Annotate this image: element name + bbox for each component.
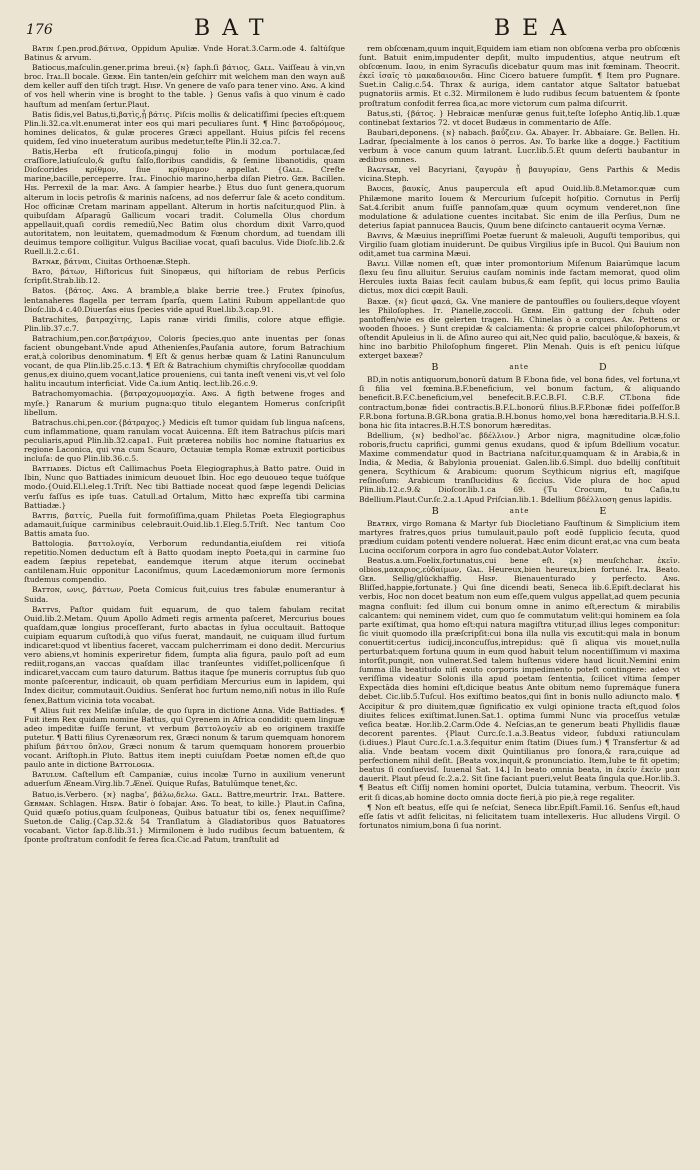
dictionary-entry: Batuo,is.Verbero. {ɴ} nagbaʼ, βάλω,δελω. Gᴀʟʟ. Battre,meurtrir. Iᴛᴀʟ. Battere. Gᴇʀᴍᴀɴ. Schlagen. Hɪꜱᴘᴀ. Batir ò ſobajar. Aɴɢ. To beat, to kille.} Plaut.in Caſina, Quid quæſo potius,quam ſculponeas, Quibus batuatur tibi os, ſenex nequiſſime? Sueton.de Calig.{Cap.32.& 54 Tranſlatum à Gladiatoribus quos Batuatores vocabant. Victor ſap.8.lib.31.} Mirmilonem è ludo rudibus ſecum batuentem, & ſponte proſtratum confodit ſe ferea ſica.Cic.ad Patum, tranſtulit ad bbox=[24, 789, 345, 844]
dictionary-entry: Batrachus.chi,pen.cor.{βάτραχος.} Medicis eſt tumor quidam ſub lingua naſcens, cum inflammatione, quam ranulam vocat Auicenna. Eſt item Batrachus piſcis mari peculiaris,apud Plin.lib.32.capa1. Fuit præterea nobilis hoc nomine ſtatuarius ex regione Laconica, qui vna cum Scauro, Octauiæ templa Romæ extruxit porticibus incluſa: de quo Plin.lib.36.c.5. bbox=[24, 417, 345, 464]
running-head-right: BEA bbox=[494, 16, 579, 41]
section-divider-letter: B bbox=[431, 505, 440, 517]
dictionary-entry: Bᴀᴛɴᴀᴇ, βάτναι, Ciuitas Orthoenæ.Steph. bbox=[32, 257, 191, 267]
dictionary-entry: Bᴀᴛᴛᴠꜱ, Paſtor quidam fuit equarum, de quo talem fabulam recitat Ouid.lib.2.Metam. Quum Apollo Admeti regis armenta paſceret, Mercurius boues quaſdam,quæ longius proceſſerant, furto abactas in ſylua occultauit. Battoque cuipiam equarum cuſtodi,à quo viſus fuerat, mandauit, ne cuiquam illud furtum indicaret:quod vt libentius faceret, vaccam pulcherrimam ei dono dedit. Mercurius vero abiens,vt hominis experiretur fidem, ſumpta alia figura, paulo poſt ad eum rediit,rogans,an vaccas quaſdam illac tranſeuntes vidiſſet,pollicenſque ſi indicaret,vaccam cum tauro daturum. Battus itaque ſpe muneris corruptus ſub quo monte paſcerentur, indicauit, ob quam perfidiam Mercurius eum in lapidem, qui Index dicitur, commutauit.Ouidius. Senſerat hoc furtum nemo,niſi notus in illo Ruſe ſenex,Battum vicinia tota vocabat. bbox=[24, 604, 345, 705]
dictionary-entry: Baubari,deponens. {ɴ} nabach. βαΰζειν. Gᴀ. Abayer. Iᴛ. Abbaiare. Gᴇ. Bellen. Hɪ. Ladrar, ſpecialmente à los canos ò perros. Aɴ. To barke like a dogge.} Factitium verbum à voce canum quum latrant. Lucr.lib.5.Et quum deſerti baubantur in ædibus omnes. bbox=[359, 127, 680, 165]
dictionary-entry: Batiocus,maſculin.gener.prima breui.{ɴ} ſaph.ſi βάτιος, Gᴀʟʟ. Vaiſſeau à vin,vn broc. Iᴛᴀʟ.Il bocale. Gᴇʀᴍ. Ein tanten/ein geſchirr mit welchem man den wayn auß dem keller auff den tiſch traͤgt. Hɪꜱᴘ. Vn genere de vaſo para tener vino. Aɴɢ. A kind of vos hell wherin vine is broght to the table. } Genus vaſis à quo vinum è cado hauſtum ad menſam ſertur.Plaut. bbox=[24, 63, 345, 109]
dictionary-entry: Batis,Herba eſt fruticoſa,pinguj folio in modum portulacæ,ſed craſſiore,latiuſculo,& guſtu ſalſo,floribus candidis, & ſemine libanotidis, quam Dioſcorides κρίθμον, ſiue κρίθμαμον appellat. {Gᴀʟʟ. Creſte marine,bacille,perceperre. Iᴛᴀʟ. Finochio marino,herba diſan Pietro. Gᴇʀ. Bacillen. Hɪꜱ. Perrexil de la mar. Aɴɢ. A ſampier hearbe.} Etus duo ſunt genera,quorum alterum in locis petroſis & marinis naſcens, ad nos deferrur ſale & aceto conditum. Hoc officinæ Cretam marinam appellant. Alterum in hortis naſcitur,quod Plin. à quibuſdam Aſparagū Gallicum vocari tradit. Columella Olus chordum appellauit,quaſi cordis remediŭ,Nec Batim olus chordum dixit Varro,quod autoritatem, non leuitatem, quemadmodum & Fœnum chordum, ad tuendam illi deuimus tempore colligitur. Vulgus Baciliae vocat, quaſi baculus. Vide Dioſc.lib.2.& Ruell.li.2.c.61. bbox=[24, 147, 345, 257]
dictionary-entry: Bᴀᴛᴏ, βάτων, Hiſtoricus fuit Sinopæus, qui hiſtoriam de rebus Perſicis ſcripſit.Strab.lib.12. bbox=[24, 267, 345, 286]
section-divider-letter: D bbox=[599, 362, 608, 374]
dictionary-entry: Bᴀᴛᴛɪꜱ, βαττίς, Puella fuit formoſiſſima,quam Philetas Poeta Elegiographus adamauit,ſuíque carminibus celebrauit.Ouid.lib.1.Eleg.5.Triſt. Nec tantum Coo Battis amata ſuo. bbox=[24, 510, 345, 538]
dictionary-entry: Battologia. βαττολογία, Verborum redundantia,eiuſdem rei vitioſa repetitio.Nomen deductum eſt à Batto quodam inepto Poeta,qui in carmine ſuo eadem ſæpius repetebat, eandemque iterum atque iterum occinebat cantilenam.Huic opponitur Laconiſmus, quum Lacedæmoniorum more ſermonis ſtudemus compendio. bbox=[24, 538, 345, 585]
dictionary-entry: Batrachium,pen.cor.βατράχιον, Coloris ſpecies,quo ante inuentas per ſonas facient obungebant.Vnde apud Athenienſes,Pauſania autore, forum Batrachium erat,à coloribus denominatum. ¶ Eſt & genus herbæ quam & Latini Ranunculum vocant, de qua Plin.lib.25.c.13. ¶ Eſt & Batrachium chymiſtis chryſocollæ quoddam genus,ex diuino,quem vocant,latice proueniens, cui tanta ineſt veneni vis,vt vel ſolo halitu incautum interficiat. Vide Ca.ium Antiq. lect.lib.26.c.9. bbox=[24, 333, 345, 389]
dictionary-entry: rem obſcœnam,quum inquit,Equidem iam etiam non obſcœna verba pro obſcœnis ſunt. Batuit enim,impudenter depſit, multo impudentius, atque neutrum eſt obſcœnum. Iαου, in enim Syracuſis dicebatur quum mas init fœminam. Theocrit. ἐκεῖ ἰσαῖς τὸ μακαδαιονιδα. Hinc Cicero batuere ſumpſit. ¶ Item pro Pugnare. Suet.in Calig.c.54. Thrax & auriga, idem cantator atque Saltator batuebat pugnatoriis armis. Et c.32. Mirmilonem è ludo rudibus ſecum batuentem & ſponte proſtratum confodit ferrea ſica,ac more victorum cum palma diſcurrit. bbox=[359, 44, 680, 108]
dictionary-entry: Bdellium, {ɴ} bedholʼac. βδέλλιον.} Arbor nigra, magnitudine olcæ,folio roboris,fructu caprifici, gummi genus exudans, quod & ipſum Bdellium vocatur. Maxime commendatur quod in Bactriana naſcitur,quamquam & in Arabia,& in India, & Media, & Babylonia proueniat. Galen.lib.6.Simpl. duo bdellij conſtituit genera, Scythicum & Arabicum: quorum Scythicum nigrius eſt, magiſque reſinoſum: Arabicum tranſlucidius & ſiccius. Vide plura de hoc apud Plin.lib.12.c.9.& Dioſcor.lib.1.ca 69. {Tu Crocum, tu Caſia,tu Bdellium.Plaut.Cur.ſc.2.a.1.Apud Priſcian.lib.1. Bdellium βδέλλιοση genus lapidis. bbox=[359, 430, 680, 504]
dictionary-entry: BD,in notis antiquorum,bonorū datum B F.bona fide, vel bona fides, vel fortuna,vt ſi filia vel fœmina.B.F.beneficium, vel bonum factum, & aliquando beneficit.B.F.C.beneficium,vel benefecit.B.F.C.B.FI. C.B.F. CT.bona fide contractum,bonæ fidei contractis.B.F.L.bonorū filius.B.F.P.bonæ fidei poſſeſſor.B F.R.bona fortuna.B.GR.bona gratia.B.H.bonus homo,vel bona hæreditaria.B.H.S.I. bona hic ſita intacres.B.H.T.S bonorum hæreditas. bbox=[359, 375, 680, 430]
dictionary-entry: Batus,sti, {βάτος. } Hebraicæ menſuræ genus fuit,teſte Ioſepho Antiq.lib.1.quæ continebat ſextarios 72. vt docet Budæus in commentario de Aſſe. bbox=[359, 108, 680, 127]
dictionary-entry: Baxæ. {ɴ} ſicut φαεά, Gᴀ. Vne maniere de pantouffles ou ſouliers,deque vſoyent les Philoſophes. Iᴛ. Pianelle,zoccoli. Gᴇʀᴍ. Ein gattung der ſchuh oder pantoffen/wie es die gelerten tragen. Hɪ. Chinelas ò a corques. Aɴ. Pettens or wooden ſhooes. } Sunt crepidæ & calciamenta: & proprie calcei philoſophorum,vt oſtendit Apuleius in li. de Aſino aureo qui ait,Nec quid palio, baculòque,& baxeis, & hinc ino barbitio Philoſophum fingeret. Plin Menah. Quis is eſt penicu lúſque exterget baxeæ? bbox=[359, 296, 680, 361]
dictionary-entry: Bᴀᴠɪᴠꜱ, & Mæuius inepriſſimi Poetæ fuerunt & maleuoli, Auguſti temporibus, qui Virgilio ſuam glotiam inuiderunt. De quibus Virgilius ipſe in Bucol. Qui Bauium non odit,amet tua carmina Mæui. bbox=[359, 230, 680, 259]
section-divider-letter: ante bbox=[509, 363, 529, 372]
dictionary-entry: Bᴀᴜᴄɪꜱ, βαυκίς, Anus paupercula eſt apud Ouid.lib.8.Metamor.quæ cum Philæmone marito Iouem & Mercurium ſuſcepit hoſpitio. Cornutus in Perſij Sat.4.ſcribit anum fuiſſe pannoſam,quæ quum ocymum venderet,non ſine modulatione & adulatione cuentes incitabat. Sic enim de illa Perſius, Dum ne deterius ſapiat pannucea Baucis, Quum bene diſcincto cantauerit ocyma Vernæ. bbox=[359, 184, 680, 230]
dictionary-entry: ¶ Alius fuit rex Meliſæ inſulæ, de quo ſupra in dictione Anna. Vide Battiades. ¶ Fuit item Rex quidam nomine Battus, qui Cyrenem in Africa condidit: quem linguæ adeo impeditæ fuiſſe ferunt, vt verbum βαττολογεῖν ab eo originem traxiſſe putetur. ¶ Batti filius Cyrenæorum rex, Græci nonum & tarum quemquam honorem phiſum βάττου ὄπλον, Græci nonum & tarum quemquam honorem prouerbio vocant. Ariſtoph.in Pluto. Battus item inepti cuiuſdam Poetæ nomen eſt,de quo paulo ante in dictione Bᴀᴛᴛᴏʟᴏɢɪᴀ. bbox=[24, 705, 345, 770]
section-divider-letter: ante bbox=[509, 506, 530, 515]
dictionary-entry: Bᴀᴛᴛɪᴀᴅᴇꜱ. Dictus eſt Callimachus Poeta Elegiographus,à Batto patre. Ouid in Ibin, Nunc quo Battiades inimicum deuouet Ibin. Hoc ego deuoueo teque tuóſque modo.{Ouid.El.l.eleg.1.Triſt. Nec tibi Battiade noceat quod ſæpe legendi Delicias verſu faſſus es ipſe tuas. Catull.ad Ortalum, Mitto hæc expreſſa tibi carmina Battiadæ.} bbox=[24, 464, 345, 510]
dictionary-entry: Batos. {βάτος. Aɴɢ. A bramble,a blake berrie tree.} Frutex ſpinoſus, lentanaheres flagella per terram ſparſa, quem Latini Rubum appellant:de quo Dioſc.lib.4 c.40.Diuerſas eius ſpecies vide apud Ruel.lib.3.cap.91. bbox=[24, 286, 345, 314]
section-divider-letter: B bbox=[431, 362, 440, 374]
dictionary-entry: Bᴀᴠʟɪ. Villæ nomen eſt, quæ inter promontorium Miſenum Baiarūmque lacum ſlexu ſeu ſinu alluitur. Seruius cauſam nominis inde factam memorat, quod olim Hercules iuxta Baias fecit caulam bubus,& eam ſepſit, qui locus primo Baulia dictus, mox dici cœpit Bauli. bbox=[359, 259, 680, 296]
page-header bbox=[24, 16, 680, 46]
section-divider bbox=[367, 363, 672, 372]
dictionary-entry: Batis ſidis,vel Batus,ti,βατὶς,ᾗ βάτις. Piſcis mollis & delicatiſſimi ſpecies eſt:quem Plin.li.32.ca.vlt.enumerat inter eos qui mari peculiares ſunt. ¶ Hinc βατοδρόμους, homines delicatos, & gulæ proceres Græci appellant. Huius piſcis fel recens quidem, ſed vino inueteratum auribus medetur,teſte Plin.li 32.ca.7. bbox=[24, 109, 345, 146]
dictionary-entry: Bᴀᴛɪɴ ſ.pen.prod.βάτινα, Oppidum Apuliæ. Vnde Horat.3.Carm.ode 4. ſaltúſque Batinus & arvum. bbox=[24, 44, 345, 63]
dictionary-entry: Bᴇᴀᴛʀɪx, virgo Romana & Martyr ſub Diocletiano Fauſtinum & Simplicium item martyres fratres,quos prius tumulauit,paulo poſt eodē ſupplicio ſecuta, quod prædium cuidam potenti vendere noluerat. Hæc enim dicunt erat,ac vna cum beata Lucina occiſorum corpora in agro ſuo condebat.Autor Volaterr. bbox=[359, 518, 680, 555]
section-divider-letter: E bbox=[599, 505, 608, 517]
dictionary-entry: Bᴀɢʏꜱᴀᴇ, vel Bacyriani, ζαγυρὰν ᾗ βαυγυρίαν, Gens Parthis & Medis vicina.Steph. bbox=[359, 165, 680, 184]
dictionary-entry: Bᴀᴛᴜʟᴜᴍ. Caſtellum eſt Campaniæ, cuius incolæ Turno in auxilium venerunt aduerſum Æneam.Virg.lib.7.Æneï. Quique Rufas, Batulūmque tenet,&c. bbox=[24, 770, 345, 789]
dictionary-entry: Batrachomyomachia. {βατραχομυομαχία. Aɴɢ. A figth betwene froges and myſe.} Ranarum & murium pugna:quo titulo elegantem Homerus conſcripſit libellum. bbox=[24, 389, 345, 417]
running-head-left: BAT bbox=[194, 16, 276, 41]
text-columns bbox=[24, 44, 680, 1160]
dictionary-entry: Bᴀᴛᴛᴏɴ, ωνις, βάττων, Poeta Comicus fuit,cuius tres fabulæ enumerantur à Suida. bbox=[24, 585, 345, 604]
right-column bbox=[359, 44, 680, 1160]
dictionary-entry: ¶ Non eſt beatus, eſſe qui ſe neſciat, Seneca libr.Epiſt.Famil.16. Senſus eſt,haud eſſe ſatis vt adſit felicitas, ni felicitatem tuam intellexeris. Huc alludens Virgil. O fortunatos nimium,bona ſi ſua norint. bbox=[359, 802, 680, 830]
dictionary-entry: Batrachites, βατραχίτης, Lapis ranæ viridi ſimilis, colore atque effigie. Plin.lib.37.c.7. bbox=[24, 314, 345, 333]
dictionary-entry: Beatus.a.um.Foelix,fortunatus,cui bene eſt. {ɴ} meuſchchar. ἐκεῖν. olbios,μακαριος,εὐδαίμων, Gᴀʟ. Heureux,bien heureux,bien fortuné. Iᴛᴀ. Beato. Gᴇʀ. Sellig/glückhaffig. Hɪꜱᴘ. Bienauenturado y perfecto. Aɴɢ. Bliſſed,happie,fortunate.} Qui ſine dicendi beati, Seneca lib.6.Epiſt.declarat his verbis, Hoc non docet beatum non eum eſſe,quem vulgus appellat,ad quem pecunia magna confluit: ſed illum cui bonum omne in animo eſt,erectum & mirabilis calcantem: qui neminem videt, cum quo ſe commutatum velit:qui hominem ea ſola parte exiſtimat, qua homo eſt:qui natura magiſtra vtitur,ad illius leges componitur: ſic viuit quomodo illa præſcripſit:cui bona illa nulla vis excutit:qui mala in bonum conuertit:certus iudicij,inconcuſſus,intrepidus: quē ſi aliqua vis mouet,nulla perturbat:quem fortuna quum in eum quod habuit telum nocentiſſimum vi maxima intorſit,pungit, non vulnerat.Sed talem huſtenus videre haud licuit.Nemini enim ſumma illa beatitudo niſi exuto corporis impedimento poteſt contingere: adeo vt veriſſima videatur Solonis illa apud poetam ſententia, ſcilicet vltima ſemper Expectāda dies homini eſt,dicique beatus Ante obitum nemo ſupremáque funera debet. Cic.lib.5.Tuſcul. Hos exiſtimo beatos,qui ſint in bonis nullo adiuncto malo. ¶ Accipitur & pro diuitem,quæ ſignificatio ex vulgi opinione tracta eſt,quod ſolos diuites felices exiſtimat.Iunen.Sat.1. optima ſummi Nunc via proceſſus vetulæ veſica beatæ. Hor.lib.2.Carm.Ode 4. Neſcias,an te generum beati Phyllidis flauæ decorent parentes. {Plaut Curc.ſc.1.a.3.Beatus videor, ſubduxi ratiunculam (i.diues.) Plaut Curc.ſc.1.a.3.ſequitur enim ſtatim (Diues ſum.) ¶ Transfertur & ad alia. Vnde beatam vocem dixit Quintilianus pro ſonora,& rara,cuique ad perfectionem nihil deſit. [Beata vox,inquit,& pronunciatio. Item,Iube te fit opetim; beatus ſi conſuevisſ. Iuuenal Sat. 14.] In beato omnia beata, in ἐκεῖν ἐκεῖν μαπ dauerit. Plaut pſeud ſc.2.a.2. Sit ſine faciant pueri,velut Beata ſingula que.Hor.lib.3. ¶ Beatus eſt Ciſſij nomen homini oportet, Dulcia tutamina, verbum. Theocrit. Vis erit ſi dicas,ab homine docto omnia docte fieri,à pio pie,à rege regaliter. bbox=[359, 556, 680, 802]
section-divider bbox=[367, 507, 672, 516]
left-column bbox=[24, 44, 345, 1160]
page-number: 176 bbox=[26, 22, 53, 38]
